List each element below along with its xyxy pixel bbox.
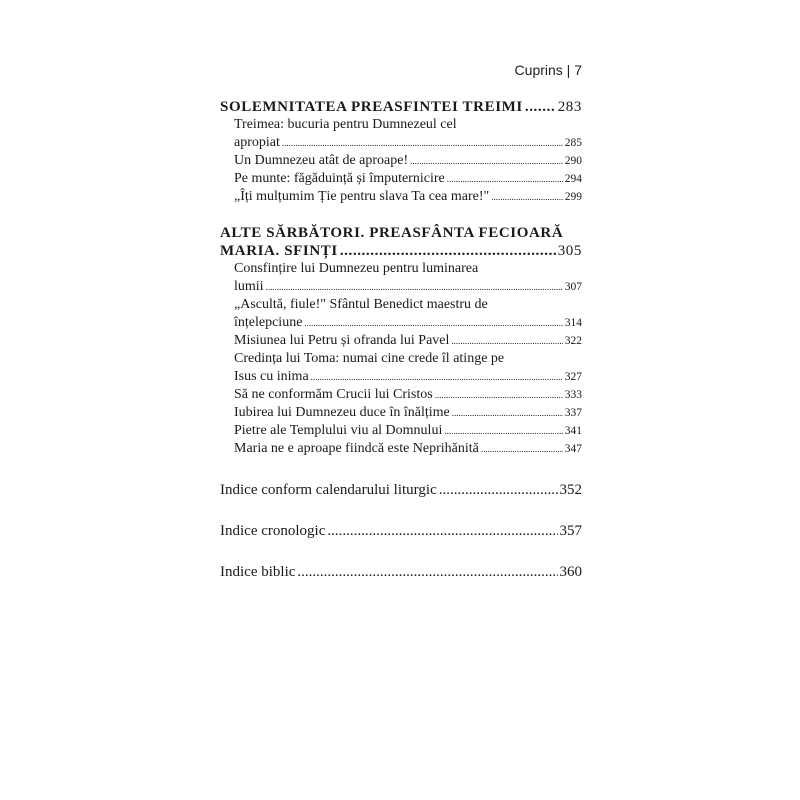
page-number: 333 [564, 389, 582, 401]
toc-entry-text: Consfințire lui Dumnezeu pentru luminarea [234, 261, 479, 276]
dot-leader [447, 170, 563, 188]
section-title: SOLEMNITATEA PREASFINTEI TREIMI [220, 99, 523, 115]
dot-leader [451, 332, 562, 350]
page-number: 327 [564, 371, 582, 383]
entry-title: Să ne conformăm Crucii lui Cristos [234, 387, 433, 402]
entry-title: Pe munte: făgăduință și împuternicire [234, 171, 445, 186]
entry-title: lumii [234, 279, 264, 294]
dot-leader [297, 562, 557, 582]
entry-title: înțelepciune [234, 315, 303, 330]
page-number: 307 [564, 281, 582, 293]
table-of-contents [220, 98, 582, 582]
entry-title: Pietre ale Templului viu al Domnului [234, 423, 443, 438]
page-number: 360 [559, 564, 582, 580]
toc-entry[interactable] [220, 152, 582, 170]
dot-leader [452, 404, 563, 422]
section-title: MARIA. SFINȚI [220, 243, 338, 259]
toc-entry[interactable] [220, 332, 582, 350]
toc-entry[interactable] [220, 404, 582, 422]
dot-leader [410, 152, 563, 170]
toc-index-entry[interactable] [220, 521, 582, 541]
dot-leader [481, 440, 563, 458]
dot-leader [444, 422, 562, 440]
toc-entry[interactable] [220, 314, 582, 332]
page-number: 299 [564, 191, 582, 203]
entry-title: Misiunea lui Petru și ofranda lui Pavel [234, 333, 450, 348]
entry-title: Un Dumnezeu atât de aproape! [234, 153, 409, 168]
page-number: 357 [559, 523, 582, 539]
entry-title: Maria ne e aproape fiindcă este Neprihănită [234, 441, 479, 456]
dot-leader [327, 521, 557, 541]
toc-entry[interactable] [220, 440, 582, 458]
running-header: Cuprins | 7 [514, 62, 582, 78]
index-title: Indice conform calendarului liturgic [220, 482, 437, 498]
toc-entry[interactable] [220, 188, 582, 206]
page-number: 285 [564, 137, 582, 149]
toc-entry-text: Treimea: bucuria pentru Dumnezeul cel [234, 117, 457, 132]
toc-entry[interactable] [220, 134, 582, 152]
page-number: 283 [557, 99, 582, 115]
dot-leader [439, 480, 558, 500]
page-number: 322 [564, 335, 582, 347]
toc-index-entry[interactable] [220, 562, 582, 582]
toc-index-entry[interactable] [220, 480, 582, 500]
toc-entry-text: Credința lui Toma: numai cine crede îl atinge pe [234, 351, 505, 366]
index-title: Indice cronologic [220, 523, 326, 539]
entry-title: apropiat [234, 135, 280, 150]
toc-entry-text: „Ascultă, fiule!" Sfântul Benedict maestru de [234, 297, 488, 312]
page-number: 341 [564, 425, 582, 437]
page-number: 294 [564, 173, 582, 185]
dot-leader [340, 242, 556, 260]
toc-entry[interactable] [220, 368, 582, 386]
dot-leader [435, 386, 563, 404]
dot-leader [491, 188, 563, 206]
page-number: 347 [564, 443, 582, 455]
entry-title: Iubirea lui Dumnezeu duce în înălțime [234, 405, 450, 420]
toc-entry[interactable] [220, 170, 582, 188]
dot-leader [266, 278, 563, 296]
page-number: 305 [557, 243, 582, 259]
entry-title: Isus cu inima [234, 369, 309, 384]
toc-section-heading[interactable] [220, 242, 582, 260]
section-title-line: ALTE SĂRBĂTORI. PREASFÂNTA FECIOARĂ [220, 225, 564, 241]
entry-title: „Îți mulțumim Ție pentru slava Ta cea mare!" [234, 189, 490, 204]
page-number: 337 [564, 407, 582, 419]
toc-entry[interactable] [220, 278, 582, 296]
page-number: 314 [564, 317, 582, 329]
dot-leader [525, 98, 556, 116]
dot-leader [282, 134, 563, 152]
index-title: Indice biblic [220, 564, 296, 580]
dot-leader [311, 368, 563, 386]
toc-entry[interactable] [220, 386, 582, 404]
toc-section-heading[interactable] [220, 98, 582, 116]
toc-entry[interactable] [220, 422, 582, 440]
page-number: 352 [559, 482, 582, 498]
dot-leader [304, 314, 562, 332]
page-number: 290 [564, 155, 582, 167]
